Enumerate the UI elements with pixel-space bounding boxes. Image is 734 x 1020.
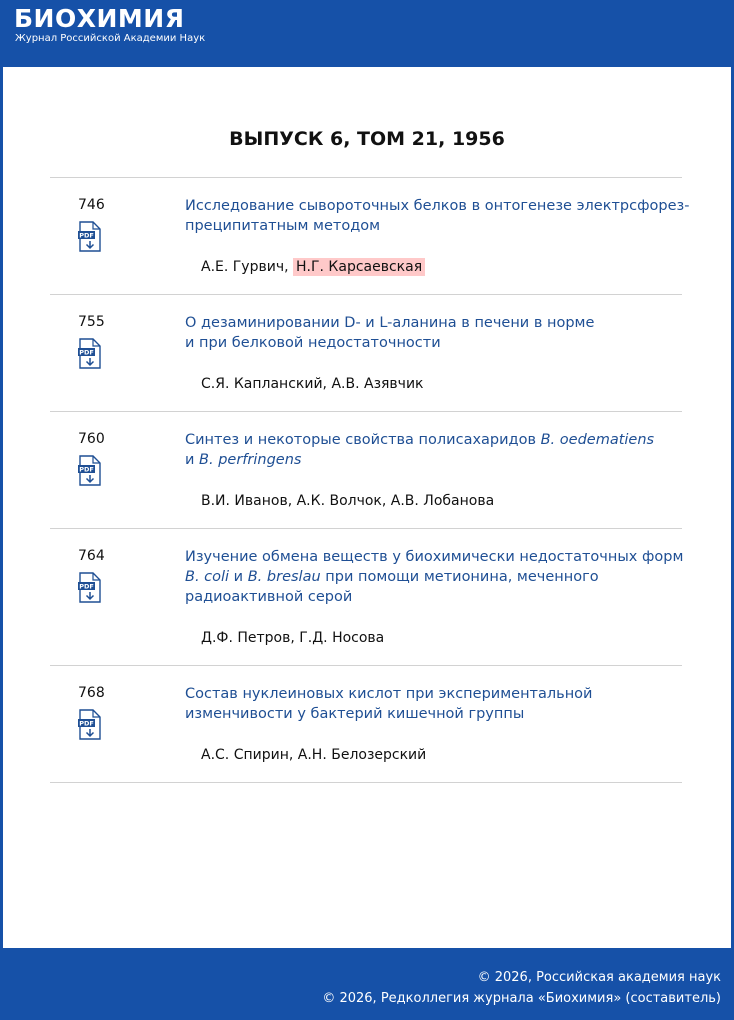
species-name: B. perfringens bbox=[199, 452, 302, 468]
article-authors bbox=[201, 492, 494, 510]
article-page-number: 746 bbox=[78, 197, 105, 213]
article-title-line bbox=[185, 684, 685, 704]
article-title-line bbox=[185, 567, 685, 587]
article-title-line bbox=[185, 547, 685, 567]
article-title-link[interactable] bbox=[185, 684, 685, 724]
pdf-file-icon[interactable] bbox=[77, 454, 103, 488]
author-name-highlighted: Н.Г. Карсаевская bbox=[293, 258, 425, 276]
pdf-file-icon[interactable] bbox=[77, 708, 103, 742]
title-text: радиоактивной серой bbox=[185, 589, 353, 605]
title-text: Состав нуклеиновых кислот при экспериментальной bbox=[185, 686, 593, 702]
title-text: О дезаминировании D- и L-аланина в печени в норме bbox=[185, 315, 595, 331]
pdf-icon-label: PDF bbox=[79, 465, 94, 474]
article-authors bbox=[201, 375, 424, 393]
divider bbox=[50, 528, 682, 529]
article-title-line bbox=[185, 216, 685, 236]
article-page-number: 760 bbox=[78, 431, 105, 447]
divider bbox=[50, 294, 682, 295]
site-header bbox=[0, 0, 734, 52]
article-title-line bbox=[185, 704, 685, 724]
journal-logo-subtitle: Журнал Российской Академии Наук bbox=[15, 33, 206, 44]
species-name: B. oedematiens bbox=[540, 432, 655, 448]
article-title-link[interactable] bbox=[185, 196, 690, 236]
pdf-icon-label: PDF bbox=[79, 719, 94, 728]
author-name: А.С. Спирин, А.Н. Белозерский bbox=[201, 747, 427, 763]
divider bbox=[50, 177, 682, 178]
pdf-file-icon[interactable] bbox=[77, 220, 103, 254]
article-title-line bbox=[185, 450, 685, 470]
author-name: Д.Ф. Петров, Г.Д. Носова bbox=[201, 630, 385, 646]
species-name: B. breslau bbox=[247, 569, 321, 585]
divider bbox=[50, 665, 682, 666]
article-title-line bbox=[185, 333, 685, 353]
article-title-line bbox=[185, 587, 685, 607]
article-page-number: 755 bbox=[78, 314, 105, 330]
author-name: А.Е. Гурвич, bbox=[201, 259, 294, 275]
article-title-link[interactable] bbox=[185, 313, 685, 353]
article-title-line bbox=[185, 196, 690, 216]
title-text: Синтез и некоторые свойства полисахаридов bbox=[185, 432, 541, 448]
pdf-file-icon[interactable] bbox=[77, 337, 103, 371]
pdf-icon-label: PDF bbox=[79, 582, 94, 591]
title-text: изменчивости у бактерий кишечной группы bbox=[185, 706, 525, 722]
article-authors bbox=[201, 746, 426, 764]
pdf-file-icon[interactable] bbox=[77, 571, 103, 605]
footer-copyright-2: © 2026, Редколлегия журнала «Биохимия» (составитель) bbox=[322, 991, 721, 1006]
article-title-link[interactable] bbox=[185, 430, 685, 470]
title-text: преципитатным методом bbox=[185, 218, 381, 234]
species-name: B. coli bbox=[185, 569, 230, 585]
title-text: и bbox=[185, 452, 200, 468]
title-text: при помощи метионина, меченного bbox=[320, 569, 599, 585]
journal-logo-title[interactable]: БИОХИМИЯ bbox=[14, 4, 185, 33]
pdf-icon-label: PDF bbox=[79, 231, 94, 240]
author-name: В.И. Иванов, А.К. Волчок, А.В. Лобанова bbox=[201, 493, 495, 509]
article-page-number: 764 bbox=[78, 548, 105, 564]
title-text: и при белковой недостаточности bbox=[185, 335, 441, 351]
article-authors bbox=[201, 629, 384, 647]
article-title-line bbox=[185, 430, 685, 450]
title-text: и bbox=[229, 569, 248, 585]
title-text: Исследование сывороточных белков в онтогенезе электрсфорез- bbox=[185, 198, 690, 214]
article-authors bbox=[201, 258, 425, 276]
issue-title: ВЫПУСК 6, ТОМ 21, 1956 bbox=[229, 128, 505, 150]
footer-copyright-1: © 2026, Российская академия наук bbox=[477, 970, 721, 985]
divider bbox=[50, 782, 682, 783]
author-name: С.Я. Капланский, А.В. Азявчик bbox=[201, 376, 424, 392]
pdf-icon-label: PDF bbox=[79, 348, 94, 357]
main-content bbox=[3, 67, 731, 948]
article-title-link[interactable] bbox=[185, 547, 685, 607]
title-text: Изучение обмена веществ у биохимически недостаточных форм bbox=[185, 549, 684, 565]
article-title-line bbox=[185, 313, 685, 333]
divider bbox=[50, 411, 682, 412]
article-page-number: 768 bbox=[78, 685, 105, 701]
